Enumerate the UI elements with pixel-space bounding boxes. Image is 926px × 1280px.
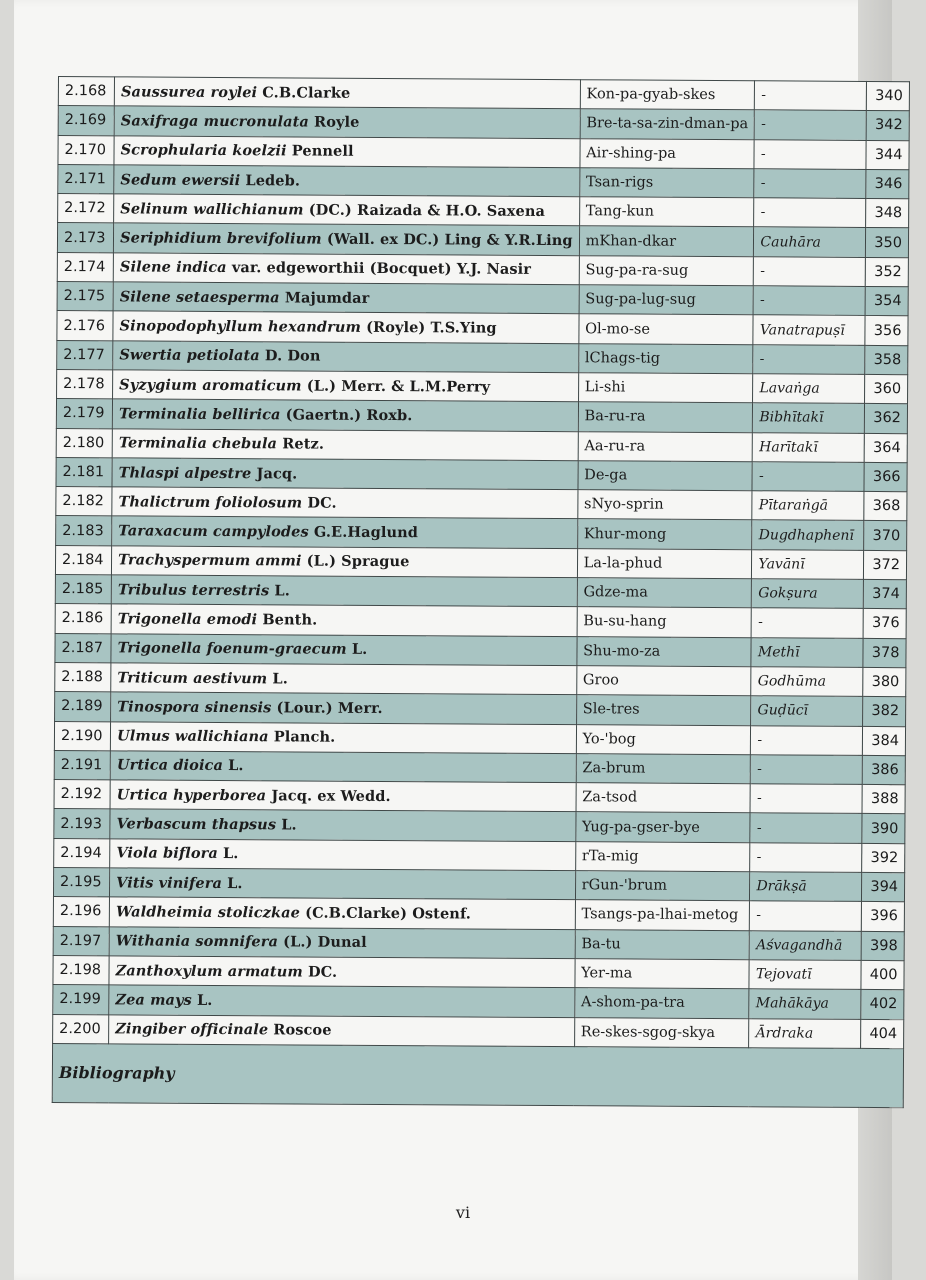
species-binomial: Saxifraga mucronulata [120, 112, 309, 131]
species-binomial: Swertia petiolata [119, 346, 260, 365]
species-author: Roscoe [273, 1021, 332, 1039]
page-ref: 402 [861, 990, 904, 1020]
entry-number: 2.185 [55, 575, 111, 605]
species-binomial: Sinopodophyllum hexandrum [119, 317, 362, 336]
species-binomial: Tinospora sinensis [117, 698, 272, 717]
entry-number: 2.189 [55, 692, 111, 722]
entry-number: 2.169 [58, 106, 114, 136]
species-author: Ledeb. [245, 171, 301, 190]
entry-number: 2.171 [58, 164, 114, 194]
scientific-name [109, 897, 575, 929]
sanskrit-name: Gokṣura [752, 579, 864, 609]
sanskrit-name: Aśvagandhā [750, 930, 862, 960]
entry-number: 2.196 [53, 897, 109, 927]
entry-number: 2.173 [57, 223, 113, 253]
page-ref: 404 [860, 1019, 903, 1049]
species-binomial: Waldheimia stoliczkae [115, 903, 301, 922]
entry-number: 2.172 [58, 194, 114, 224]
page-ref: 388 [862, 785, 905, 815]
sanskrit-name: Godhūma [751, 667, 863, 697]
page-ref: 350 [865, 228, 908, 258]
entry-number: 2.191 [54, 750, 110, 780]
entry-number: 2.182 [56, 487, 112, 517]
tibetan-name: Shu-mo-za [577, 636, 752, 666]
scientific-name [110, 751, 576, 783]
species-binomial: Saussurea roylei [120, 83, 258, 101]
scientific-name [112, 399, 578, 431]
page-ref: 364 [864, 433, 907, 463]
species-author: G.E.Haglund [313, 523, 419, 542]
tibetan-name: Ol-mo-se [579, 314, 754, 344]
page-ref: 366 [864, 462, 907, 492]
entry-number: 2.170 [58, 135, 114, 165]
species-binomial: Triticum aestivum [117, 668, 268, 687]
species-author: (C.B.Clarke) Ostenf. [305, 904, 472, 923]
entry-number: 2.181 [56, 457, 112, 487]
tibetan-name: Ba-tu [575, 929, 750, 959]
species-binomial: Selinum wallichianum [120, 200, 304, 219]
tibetan-name: Re-skes-sgog-skya [574, 1017, 749, 1047]
scientific-name [113, 370, 579, 402]
species-author: L. [228, 757, 244, 775]
species-author: Royle [314, 113, 360, 131]
page-ref: 362 [864, 404, 907, 434]
species-author: (L.) Merr. & L.M.Perry [306, 377, 491, 396]
scientific-name [114, 194, 580, 226]
tibetan-name: Khur-mong [577, 519, 752, 549]
scientific-name [112, 428, 578, 460]
tibetan-name: Tsangs-pa-lhai-metog [575, 900, 750, 930]
species-author: (DC.) Raizada & H.O. Saxena [308, 201, 546, 220]
tibetan-name: Yo-'bog [576, 724, 751, 754]
page-ref: 384 [862, 726, 905, 756]
sanskrit-name: Dugdhaphenī [752, 520, 864, 550]
sanskrit-name: Cauhāra [754, 227, 866, 257]
sanskrit-name: Vanatrapuṣī [753, 315, 865, 345]
species-author: (Wall. ex DC.) Ling & Y.R.Ling [326, 230, 573, 250]
tibetan-name: Sug-pa-ra-sug [579, 255, 754, 285]
scientific-name [110, 809, 576, 841]
sanskrit-name: - [754, 198, 866, 228]
page-ref: 356 [865, 316, 908, 346]
sanskrit-name: - [752, 608, 864, 638]
species-binomial: Viola biflora [116, 844, 218, 863]
tibetan-name: sNyo-sprin [577, 490, 752, 520]
tibetan-name: Ba-ru-ra [578, 402, 753, 432]
page-ref: 346 [866, 169, 909, 199]
species-binomial: Terminalia chebula [118, 434, 278, 453]
page-ref: 390 [862, 814, 905, 844]
tibetan-name: Tsan-rigs [579, 168, 754, 198]
species-author: Benth. [262, 611, 318, 629]
species-author: DC. [307, 494, 337, 512]
page-ref: 378 [863, 638, 906, 668]
entry-number: 2.178 [57, 369, 113, 399]
scientific-name [110, 780, 576, 812]
page-ref: 348 [865, 199, 908, 229]
species-binomial: Silene setaesperma [119, 288, 280, 307]
page-ref: 372 [863, 550, 906, 580]
tibetan-name: mKhan-dkar [579, 226, 754, 256]
sanskrit-name: - [754, 169, 866, 199]
tibetan-name: Sug-pa-lug-sug [579, 285, 754, 315]
page-ref: 392 [862, 843, 905, 873]
sanskrit-name: Tejovatī [749, 960, 861, 990]
entry-number: 2.177 [57, 340, 113, 370]
species-author: Planch. [273, 728, 336, 746]
species-binomial: Trachyspermum ammi [118, 551, 302, 570]
scientific-name [112, 458, 578, 490]
sanskrit-name: - [754, 139, 866, 169]
species-author: D. Don [264, 347, 321, 365]
species-author: (Royle) T.S.Ying [366, 318, 497, 337]
entry-number: 2.197 [53, 926, 109, 956]
species-binomial: Urtica hyperborea [116, 786, 267, 805]
tibetan-name: Yer-ma [575, 959, 750, 989]
sanskrit-name: Guḍūcī [751, 696, 863, 726]
sanskrit-name: Methī [751, 637, 863, 667]
sanskrit-name: - [755, 110, 867, 140]
scientific-name [112, 516, 578, 548]
species-author: (L.) Dunal [283, 933, 367, 952]
page-ref: 400 [861, 960, 904, 990]
sanskrit-name: - [754, 257, 866, 287]
entry-number: 2.174 [57, 252, 113, 282]
tibetan-name: Air-shing-pa [580, 138, 755, 168]
sanskrit-name: - [753, 286, 865, 316]
sanskrit-name: - [753, 344, 865, 374]
entry-number: 2.184 [55, 545, 111, 575]
entry-number: 2.190 [54, 721, 110, 751]
scientific-name [114, 106, 580, 138]
sanskrit-name: - [750, 813, 862, 843]
species-author: Retz. [282, 435, 325, 453]
entry-number: 2.194 [54, 838, 110, 868]
page-number: vi [455, 1203, 471, 1222]
sanskrit-name: Drākṣā [750, 872, 862, 902]
scientific-name [110, 721, 576, 753]
scientific-name [109, 956, 575, 988]
species-author: (Gaertn.) Roxb. [285, 406, 413, 425]
tibetan-name: Yug-pa-gser-bye [575, 812, 750, 842]
species-author: C.B.Clarke [262, 83, 351, 102]
scientific-name [109, 1014, 575, 1046]
scientific-name [114, 77, 580, 109]
scientific-name [112, 487, 578, 519]
species-author: L. [196, 991, 213, 1009]
species-author: L. [351, 641, 368, 659]
page-ref: 396 [861, 902, 904, 932]
entry-number: 2.188 [55, 662, 111, 692]
species-binomial: Zea mays [115, 991, 192, 1009]
scientific-name [114, 223, 580, 255]
species-binomial: Taraxacum campylodes [118, 522, 309, 541]
page-ref: 380 [863, 667, 906, 697]
tibetan-name: Sle-tres [576, 695, 751, 725]
scientific-name [114, 165, 580, 197]
page-ref: 354 [865, 287, 908, 317]
species-author: Jacq. ex Wedd. [271, 787, 391, 805]
scientific-name [109, 985, 575, 1017]
scientific-name [111, 663, 577, 695]
scientific-name [111, 692, 577, 724]
entry-number: 2.180 [56, 428, 112, 458]
species-binomial: Zingiber officinale [115, 1020, 269, 1039]
species-author: L. [274, 582, 290, 600]
species-binomial: Terminalia bellirica [118, 405, 281, 424]
tibetan-name: Za-tsod [576, 783, 751, 813]
species-binomial: Seriphidium brevifolium [120, 229, 322, 248]
species-binomial: Zanthoxylum armatum [115, 961, 303, 981]
tibetan-name: Tang-kun [579, 197, 754, 227]
bibliography-row [52, 1043, 903, 1107]
entry-number: 2.186 [55, 604, 111, 634]
tibetan-name: Gdze-ma [577, 578, 752, 608]
page-ref: 368 [864, 492, 907, 522]
scientific-name [111, 633, 577, 665]
tibetan-name: lChags-tig [578, 343, 753, 373]
species-binomial: Thlaspi alpestre [118, 463, 252, 482]
sanskrit-name: - [750, 784, 862, 814]
tibetan-name: De-ga [578, 461, 753, 491]
page-ref: 374 [863, 579, 906, 609]
tibetan-name: Za-brum [576, 754, 751, 784]
species-binomial: Trigonella foenum-graecum [117, 639, 347, 659]
entry-number: 2.176 [57, 311, 113, 341]
sanskrit-name: Mahākāya [749, 989, 861, 1019]
species-binomial: Trigonella emodi [117, 610, 258, 629]
sanskrit-name: - [751, 725, 863, 755]
species-author: Pennell [291, 142, 354, 161]
page-ref: 352 [865, 257, 908, 287]
page-ref: 340 [866, 81, 909, 111]
entry-number: 2.168 [58, 77, 114, 107]
entry-number: 2.183 [56, 516, 112, 546]
species-binomial: Thalictrum foliolosum [118, 493, 303, 512]
entry-number: 2.179 [56, 399, 112, 429]
page-ref: 358 [865, 345, 908, 375]
scientific-name [111, 604, 577, 636]
scientific-name [114, 135, 580, 167]
tibetan-name: rTa-mig [575, 841, 750, 871]
sanskrit-name: Bibhītakī [753, 403, 865, 433]
sanskrit-name: - [750, 901, 862, 931]
sanskrit-name: Harītakī [753, 432, 865, 462]
scientific-name [113, 282, 579, 314]
entry-number: 2.199 [53, 985, 109, 1015]
tibetan-name: rGun-'brum [575, 871, 750, 901]
page-ref: 360 [864, 374, 907, 404]
sanskrit-name: - [751, 755, 863, 785]
page-ref: 394 [861, 872, 904, 902]
entry-number: 2.187 [55, 633, 111, 663]
scientific-name [109, 926, 575, 958]
species-binomial: Verbascum thapsus [116, 815, 277, 834]
entry-number: 2.198 [53, 955, 109, 985]
species-author: L. [272, 669, 288, 687]
sanskrit-name: - [750, 842, 862, 872]
page-ref: 370 [863, 521, 906, 551]
species-binomial: Vitis vinifera [116, 874, 223, 892]
bibliography-heading: Bibliography [52, 1043, 903, 1107]
contents-table [52, 76, 910, 1108]
entry-number: 2.193 [54, 809, 110, 839]
sanskrit-name: Yavānī [752, 549, 864, 579]
scientific-name [110, 839, 576, 871]
sanskrit-name: - [752, 462, 864, 492]
species-binomial: Syzygium aromaticum [119, 375, 302, 395]
species-author: DC. [307, 963, 338, 981]
species-author: L. [227, 874, 243, 892]
page-ref: 386 [862, 755, 905, 785]
scientific-name [113, 253, 579, 285]
species-author: L. [222, 845, 239, 863]
tibetan-name: Aa-ru-ra [578, 431, 753, 461]
tibetan-name: Kon-pa-gyab-skes [580, 80, 755, 110]
species-author: var. edgeworthii (Bocquet) Y.J. Nasir [231, 259, 532, 279]
entry-number: 2.192 [54, 780, 110, 810]
page-ref: 342 [866, 111, 909, 141]
species-binomial: Tribulus terrestris [117, 581, 270, 599]
tibetan-name: Bu-su-hang [577, 607, 752, 637]
sanskrit-name: Ārdraka [749, 1018, 861, 1048]
entry-number: 2.200 [53, 1014, 109, 1044]
tibetan-name: Bre-ta-sa-zin-dman-pa [580, 109, 755, 139]
species-binomial: Urtica dioica [116, 756, 224, 775]
sanskrit-name: - [755, 81, 867, 111]
scientific-name [113, 341, 579, 373]
sanskrit-name: Pītaraṅgā [752, 491, 864, 521]
scientific-name [113, 311, 579, 343]
species-binomial: Silene indica [119, 258, 227, 277]
page-ref: 376 [863, 609, 906, 639]
page-ref: 382 [862, 697, 905, 727]
species-binomial: Scrophularia koelzii [120, 141, 287, 160]
species-author: Jacq. [256, 464, 298, 482]
scientific-name [112, 546, 578, 578]
entry-number: 2.195 [53, 868, 109, 898]
page-ref: 344 [866, 140, 909, 170]
tibetan-name: Groo [576, 666, 751, 696]
scientific-name [111, 575, 577, 607]
page-ref: 398 [861, 931, 904, 961]
species-author: L. [281, 816, 297, 834]
tibetan-name: A-shom-pa-tra [574, 988, 749, 1018]
species-author: (L.) Sprague [306, 552, 410, 571]
tibetan-name: Li-shi [578, 373, 753, 403]
scientific-name [110, 868, 576, 900]
species-author: (Lour.) Merr. [276, 699, 383, 717]
tibetan-name: La-la-phud [577, 548, 752, 578]
entry-number: 2.175 [57, 282, 113, 312]
species-author: Majumdar [284, 289, 370, 307]
species-binomial: Ulmus wallichiana [117, 727, 269, 746]
species-binomial: Withania somnifera [115, 932, 279, 951]
sanskrit-name: Lavaṅga [753, 374, 865, 404]
species-binomial: Sedum ewersii [120, 170, 241, 189]
